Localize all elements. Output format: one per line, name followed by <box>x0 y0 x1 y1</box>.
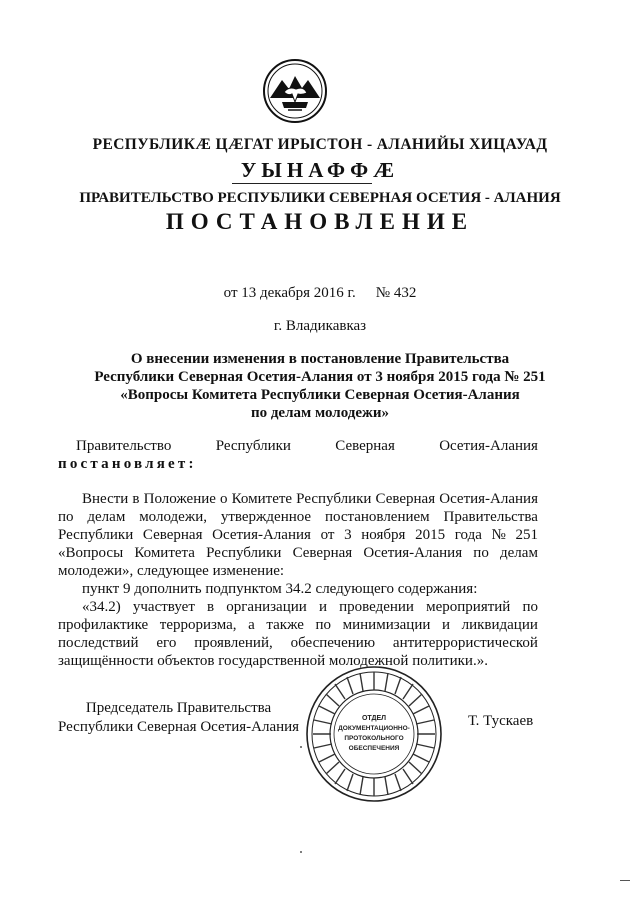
position-line: Республики Северная Осетия-Алания <box>58 719 300 735</box>
body-word: и <box>441 617 451 633</box>
preamble-word: Осетия-Алания <box>439 438 538 454</box>
body-word: минимизации <box>342 617 431 633</box>
body-word: а <box>248 617 255 633</box>
city: г. Владикавказ <box>273 318 367 334</box>
body-word: профилактике <box>58 617 149 633</box>
body-line <box>58 508 538 526</box>
seal-text-line: ОБЕСПЕЧЕНИЯ <box>348 745 400 752</box>
body-word: Северная <box>375 491 436 507</box>
body-word: Осетия-Алания <box>212 527 311 543</box>
title-line: по делам молодежи» <box>250 405 390 421</box>
title-line: О внесении изменения в постановление Правительства <box>130 351 510 367</box>
decree-word: постановляет: <box>58 456 197 472</box>
body-word: проведении <box>339 599 414 615</box>
body-word: года <box>454 527 482 543</box>
seal-text-line: ОТДЕЛ <box>361 715 387 722</box>
body-word: Северная <box>142 527 203 543</box>
body-word: последствий <box>58 635 139 651</box>
government-heading: ПРАВИТЕЛЬСТВО РЕСПУБЛИКИ СЕВЕРНАЯ ОСЕТИЯ - АЛАНИЯ <box>79 190 561 206</box>
edge-mark <box>620 880 630 881</box>
body-word: от <box>320 527 335 543</box>
body-word: № <box>491 527 506 543</box>
body-word: делам <box>500 545 538 561</box>
body-word: также <box>266 617 304 633</box>
ink-speck <box>300 746 302 748</box>
body-word: «34.2) <box>82 599 121 615</box>
body-word: Комитете <box>231 491 293 507</box>
body-word: постановлением <box>324 509 430 525</box>
body-line: защищённости объектов государственной молодежной политики.». <box>58 653 488 669</box>
body-word: и <box>318 599 327 615</box>
body-word: организации <box>226 599 307 615</box>
seal-text-line: ДОКУМЕНТАЦИОННО- <box>338 725 410 732</box>
title-line: Республики Северная Осетия-Алания от 3 ноября 2015 года № 251 <box>94 369 546 385</box>
body-word: терроризма, <box>159 617 237 633</box>
ink-speck <box>300 851 302 853</box>
body-word: в <box>207 599 215 615</box>
body-word: мероприятий <box>426 599 511 615</box>
body-word: в <box>132 491 140 507</box>
body-line <box>58 544 538 562</box>
body-line <box>58 598 538 616</box>
body-word: антитеррористической <box>392 635 538 651</box>
signatory-position <box>58 699 299 737</box>
body-word: ноября <box>361 527 406 543</box>
body-word: участвует <box>132 599 195 615</box>
body-word: Комитета <box>134 545 195 561</box>
body-word: Осетия-Алания <box>363 545 463 561</box>
body-word: по <box>58 509 74 525</box>
body-word: Внести <box>82 491 129 507</box>
body-word: Республики <box>296 491 372 507</box>
body-line <box>58 526 538 544</box>
body-line <box>58 490 538 508</box>
body-line: молодежи», следующее изменение: <box>58 563 285 579</box>
body-word: Северная <box>292 545 353 561</box>
body-line <box>58 634 538 652</box>
body-word: Республики <box>58 527 134 543</box>
heading-divider <box>232 183 372 184</box>
body-line <box>58 616 538 634</box>
body-word: Положение <box>143 491 216 507</box>
body-word: проявлений, <box>194 635 273 651</box>
document-number: № 432 <box>375 285 417 301</box>
preamble-word: Республики <box>215 438 291 454</box>
body-word: Республики <box>206 545 282 561</box>
coat-of-arms-emblem <box>262 58 328 124</box>
body-word: 2015 <box>415 527 446 543</box>
body-word: по <box>522 599 538 615</box>
resolution-ossetian-heading: УЫНАФФӔ <box>240 158 400 182</box>
signatory-name: Т. Тускаев <box>468 713 534 729</box>
body-word: «Вопросы <box>58 545 124 561</box>
body-word: по <box>473 545 489 561</box>
preamble-line <box>76 438 538 455</box>
body-word: 251 <box>515 527 538 543</box>
title-line: «Вопросы Комитета Республики Северная Осетия-Алания <box>120 387 520 403</box>
document-date: от 13 декабря 2016 г. <box>223 285 356 301</box>
document-type-heading: ПОСТАНОВЛЕНИЕ <box>165 209 475 234</box>
document-title <box>80 350 560 422</box>
date-number-line <box>0 285 640 302</box>
body-word: о <box>220 491 228 507</box>
preamble-word: Северная <box>335 438 395 454</box>
body-line: пункт 9 дополнить подпунктом 34.2 следующего содержания: <box>82 581 478 597</box>
body-word: 3 <box>344 527 352 543</box>
official-seal <box>304 664 444 804</box>
document-body <box>58 490 538 670</box>
body-word: Правительства <box>443 509 538 525</box>
body-word: по <box>315 617 332 633</box>
body-word: утвержденное <box>220 509 312 525</box>
body-word: молодежи, <box>139 509 207 525</box>
body-word: его <box>156 635 177 651</box>
republic-ossetian-heading: РЕСПУБЛИКӔ ЦӔГАТ ИРЫСТОН - АЛАНИЙЫ ХИЦАУАД <box>92 136 548 153</box>
body-word: Осетия-Алания <box>439 491 538 507</box>
position-line: Председатель Правительства <box>85 700 272 716</box>
body-word: делам <box>87 509 126 525</box>
body-word: ликвидации <box>461 617 538 633</box>
seal-text-line: ПРОТОКОЛЬНОГО <box>344 735 404 742</box>
preamble-word: Правительство <box>76 438 172 454</box>
body-word: обеспечению <box>290 635 376 651</box>
